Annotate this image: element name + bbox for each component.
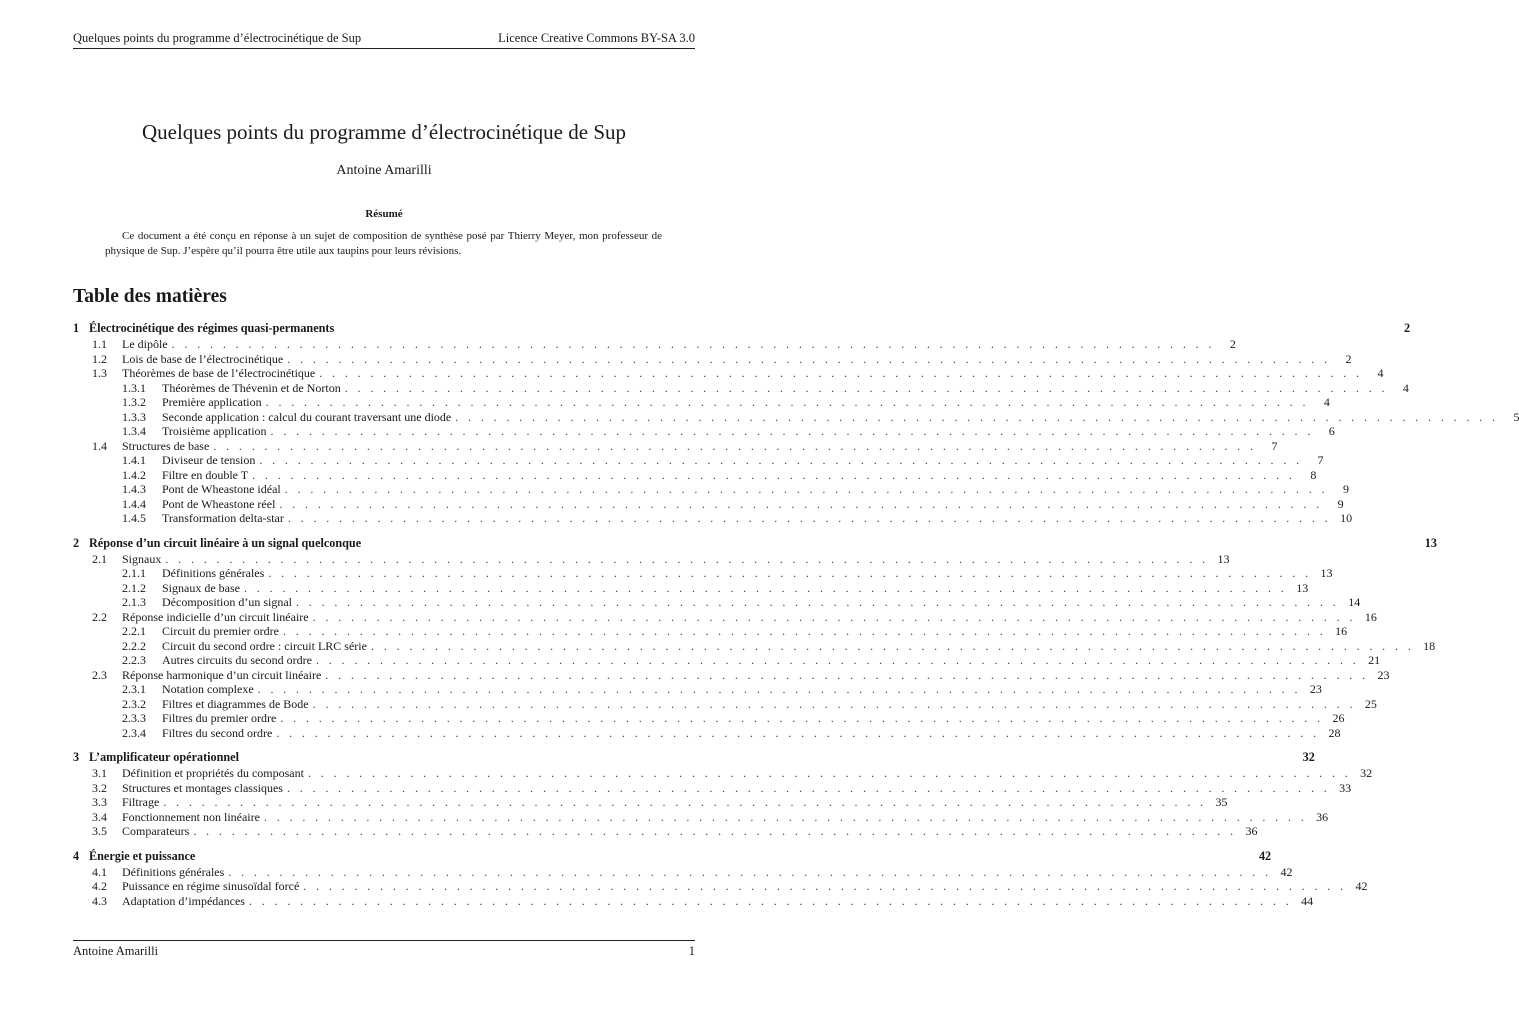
toc-entry-page: 2 [1403, 321, 1411, 335]
toc-entry-number: 2 [73, 535, 80, 550]
toc-entry-page: 36 [1316, 809, 1329, 824]
toc-entry-title: Comparateurs [122, 824, 190, 838]
toc-entry-page: 13 [1296, 580, 1309, 595]
toc-entry-title: Pont de Wheastone idéal [162, 482, 281, 496]
toc-entry-page: 10 [1340, 511, 1353, 525]
toc-dot-leader: . . . . . . . . . . . . . . . . . . . . . . . . . . . . . . . . . . . . . . . . . . . . . . . . . . . . . . . . . . . . . . . . . . . . . . . . . . . . . . . . . . [284, 482, 1328, 496]
header-rule [73, 48, 695, 49]
toc-entry-title: Filtres et diagrammes de Bode [162, 696, 309, 711]
toc-entry-number: 1.4.3 [122, 482, 146, 496]
toc-subsection-entry[interactable] [73, 482, 1349, 497]
toc-subsection-entry[interactable] [73, 682, 1322, 697]
toc-dot-leader: . . . . . . . . . . . . . . . . . . . . . . . . . . . . . . . . . . . . . . . . . . . . . . . . . . . . . . . . . . . . . . . . . . . . . . . . . . . . . . . . . . [312, 696, 1356, 711]
toc-entry-page: 4 [1377, 366, 1384, 380]
toc-entry-number: 1.3 [92, 366, 107, 380]
toc-dot-leader: . . . . . . . . . . . . . . . . . . . . . . . . . . . . . . . . . . . . . . . . . . . . . . . . . . . . . . . . . . . . . . . . . . . . . . . . . . . . . . . . . . [252, 467, 1296, 482]
toc-entry-title: Seconde application : calcul du courant traversant une diode [162, 409, 452, 424]
toc-entry-page: 21 [1368, 653, 1381, 667]
toc-dot-leader: . . . . . . . . . . . . . . . . . . . . . . . . . . . . . . . . . . . . . . . . . . . . . . . . . . . . . . . . . . . . . . . . . . . . . . . . . . . . . . . . . . [455, 409, 1499, 424]
toc-entry-page: 13 [1217, 551, 1230, 566]
toc-entry-page: 2 [1345, 351, 1352, 366]
toc-dot-leader: . . . . . . . . . . . . . . . . . . . . . . . . . . . . . . . . . . . . . . . . . . . . . . . . . . . . . . . . . . . . . . . . . . . . . . . . . . . . . . . . . . [370, 638, 1415, 653]
toc-entry-title: Définition et propriétés du composant [122, 766, 304, 780]
toc-entry-number: 2.2.1 [122, 624, 146, 638]
toc-entry-title: Décomposition d’un signal [162, 595, 292, 609]
toc-section-entry[interactable] [73, 609, 1377, 625]
toc-entry-title: Première application [162, 395, 262, 409]
toc-dot-leader: . . . . . . . . . . . . . . . . . . . . . . . . . . . . . . . . . . . . . . . . . . . . . . . . . . . . . . . . . . . . . . . . . . . . . . . . . . . . . . . . . . [295, 595, 1340, 609]
toc-entry-title: Structures et montages classiques [122, 780, 283, 795]
table-of-contents [73, 320, 1519, 908]
toc-entry-title: Diviseur de tension [162, 453, 256, 467]
toc-entry-page: 28 [1328, 725, 1341, 740]
toc-entry-title: Réponse harmonique d’un circuit linéaire [122, 667, 322, 682]
toc-entry-page: 36 [1245, 824, 1258, 838]
toc-entry-title: Circuit du premier ordre [162, 624, 279, 638]
toc-dot-leader: . . . . . . . . . . . . . . . . . . . . . . . . . . . . . . . . . . . . . . . . . . . . . . . . . . . . . . . . . . . . . . . . . . . . . . . . . . . . . . . . . . [287, 511, 1332, 525]
abstract-heading: Résumé [365, 208, 403, 220]
toc-entry-number: 2.3.1 [122, 682, 146, 696]
running-header [73, 31, 695, 46]
toc-entry-page: 33 [1339, 780, 1352, 795]
toc-entry-page: 16 [1335, 624, 1348, 638]
toc-dot-leader: . . . . . . . . . . . . . . . . . . . . . . . . . . . . . . . . . . . . . . . . . . . . . . . . . . . . . . . . . . . . . . . . . . . . . . . . . . . . . . . . . . [287, 351, 1331, 366]
toc-dot-leader: . . . . . . . . . . . . . . . . . . . . . . . . . . . . . . . . . . . . . . . . . . . . . . . . . . . . . . . . . . . . . . . . . . . . . . . . . . . . . . . . . . [282, 624, 1327, 638]
toc-entry-title: Filtres du premier ordre [162, 711, 277, 725]
toc-entry-number: 1.4.5 [122, 511, 146, 525]
toc-dot-leader: . . . . . . . . . . . . . . . . . . . . . . . . . . . . . . . . . . . . . . . . . . . . . . . . . . . . . . . . . . . . . . . . . . . . . . . . . . . . . . . . . . [319, 366, 1363, 380]
toc-subsection-entry[interactable] [73, 595, 1361, 610]
toc-dot-leader: . . . . . . . . . . . . . . . . . . . . . . . . . . . . . . . . . . . . . . . . . . . . . . . . . . . . . . . . . . . . . . . . . . . . . . . . . . . . . . . . . . [325, 667, 1369, 682]
toc-entry-page: 23 [1309, 682, 1322, 696]
toc-entry-number: 1.4.1 [122, 453, 146, 467]
toc-subsection-entry[interactable] [73, 580, 1309, 596]
toc-entry-page: 18 [1423, 638, 1436, 653]
toc-section-entry[interactable] [73, 864, 1293, 880]
toc-entry-title: Théorèmes de Thévenin et de Norton [162, 380, 341, 395]
toc-entry-page: 13 [1320, 566, 1333, 580]
toc-entry-number: 4 [73, 848, 80, 863]
toc-section-block [73, 320, 1519, 526]
toc-section-entry[interactable] [73, 809, 1329, 825]
toc-entry-page: 23 [1377, 667, 1390, 682]
toc-entry-page: 13 [1424, 535, 1437, 550]
toc-subsection-entry[interactable] [73, 624, 1348, 639]
toc-dot-leader: . . . . . . . . . . . . . . . . . . . . . . . . . . . . . . . . . . . . . . . . . . . . . . . . . . . . . . . . . . . . . . . . . . . . . . . . . . . . . . . . . . [193, 824, 1237, 838]
toc-entry-number: 2.1.1 [122, 566, 146, 580]
toc-entry-number: 2.1 [92, 551, 107, 566]
toc-entry-number: 1 [73, 321, 80, 335]
toc-dot-leader: . . . . . . . . . . . . . . . . . . . . . . . . . . . . . . . . . . . . . . . . . . . . . . . . . . . . . . . . . . . . . . . . . . . . . . . . . . . . . . . . . . [259, 453, 1303, 467]
toc-entry-page: 25 [1364, 696, 1377, 711]
toc-entry-number: 3.3 [92, 795, 107, 809]
toc-entry-page: 7 [1271, 438, 1278, 453]
toc-entry-title: Définitions générales [122, 864, 225, 879]
toc-dot-leader: . . . . . . . . . . . . . . . . . . . . . . . . . . . . . . . . . . . . . . . . . . . . . . . . . . . . . . . . . . . . . . . . . . . . . . . . . . . . . . . . . . [213, 438, 1257, 453]
toc-entry-number: 1.4.4 [122, 496, 146, 511]
toc-entry-number: 1.2 [92, 351, 107, 366]
toc-entry-title: Adaptation d’impédances [122, 893, 245, 908]
toc-entry-number: 2.2.2 [122, 638, 146, 653]
toc-subsection-entry[interactable] [73, 496, 1344, 512]
toc-dot-leader: . . . . . . . . . . . . . . . . . . . . . . . . . . . . . . . . . . . . . . . . . . . . . . . . . . . . . . . . . . . . . . . . . . . . . . . . . . . . . . . . . . [268, 566, 1312, 580]
toc-entry-number: 3.4 [92, 809, 107, 824]
toc-dot-leader: . . . . . . . . . . . . . . . . . . . . . . . . . . . . . . . . . . . . . . . . . . . . . . . . . . . . . . . . . . . . . . . . . . . . . . . . . . . . . . . . . . [279, 496, 1323, 511]
toc-entry-page: 5 [1513, 409, 1519, 424]
toc-section-entry[interactable] [73, 551, 1230, 567]
toc-dot-leader: . . . . . . . . . . . . . . . . . . . . . . . . . . . . . . . . . . . . . . . . . . . . . . . . . . . . . . . . . . . . . . . . . . . . . . . . . . . . . . . . . . [344, 380, 1388, 395]
toc-entry-title: Réponse d’un circuit linéaire à un signal quelconque [89, 535, 362, 550]
toc-dot-leader: . . . . . . . . . . . . . . . . . . . . . . . . . . . . . . . . . . . . . . . . . . . . . . . . . . . . . . . . . . . . . . . . . . . . . . . . . . . . . . . . . . [315, 653, 1360, 667]
toc-entry-page: 44 [1301, 893, 1314, 908]
toc-subsection-entry[interactable] [73, 409, 1519, 425]
toc-entry-number: 1.4 [92, 438, 107, 453]
toc-entry-title: Théorèmes de base de l’électrocinétique [122, 366, 316, 380]
toc-entry-title: Puissance en régime sinusoïdal forcé [122, 879, 300, 893]
toc-section-block [73, 535, 1437, 741]
toc-section-entry[interactable] [73, 337, 1236, 352]
toc-entry-page: 42 [1258, 848, 1272, 863]
toc-section-entry[interactable] [73, 893, 1314, 909]
toc-chapter-entry[interactable] [73, 848, 1272, 865]
toc-dot-leader: . . . . . . . . . . . . . . . . . . . . . . . . . . . . . . . . . . . . . . . . . . . . . . . . . . . . . . . . . . . . . . . . . . . . . . . . . . . . . . . . . . [165, 551, 1209, 566]
toc-entry-page: 7 [1317, 453, 1324, 467]
toc-entry-title: Circuit du second ordre : circuit LRC série [162, 638, 367, 653]
toc-section-entry[interactable] [73, 780, 1352, 796]
toc-entry-number: 2.3.2 [122, 696, 146, 711]
toc-entry-page: 42 [1355, 879, 1368, 893]
toc-entry-title: Lois de base de l’électrocinétique [122, 351, 284, 366]
toc-heading: Table des matières [73, 286, 227, 307]
toc-entry-number: 2.2.3 [122, 653, 146, 667]
toc-entry-number: 2.2 [92, 609, 107, 624]
toc-entry-number: 3.5 [92, 824, 107, 838]
toc-section-entry[interactable] [73, 366, 1384, 381]
toc-subsection-entry[interactable] [73, 725, 1341, 741]
toc-chapter-entry[interactable] [73, 535, 1437, 552]
toc-subsection-entry[interactable] [73, 711, 1345, 726]
toc-entry-title: Définitions générales [162, 566, 265, 580]
toc-entry-number: 3.2 [92, 780, 107, 795]
toc-section-entry[interactable] [73, 824, 1258, 839]
toc-dot-leader: . . . . . . . . . . . . . . . . . . . . . . . . . . . . . . . . . . . . . . . . . . . . . . . . . . . . . . . . . . . . . . . . . . . . . . . . . . . . . . . . . . [228, 864, 1272, 879]
toc-section-entry[interactable] [73, 438, 1278, 454]
toc-subsection-entry[interactable] [73, 511, 1353, 526]
toc-entry-title: Notation complexe [162, 682, 254, 696]
toc-subsection-entry[interactable] [73, 380, 1409, 396]
toc-entry-number: 1.3.3 [122, 409, 146, 424]
toc-entry-number: 3.1 [92, 766, 107, 780]
toc-section-entry[interactable] [73, 766, 1373, 781]
toc-entry-title: Autres circuits du second ordre [162, 653, 312, 667]
toc-section-entry[interactable] [73, 795, 1228, 810]
toc-entry-number: 2.1.2 [122, 580, 146, 595]
toc-entry-number: 2.3 [92, 667, 107, 682]
toc-subsection-entry[interactable] [73, 424, 1335, 439]
toc-dot-leader: . . . . . . . . . . . . . . . . . . . . . . . . . . . . . . . . . . . . . . . . . . . . . . . . . . . . . . . . . . . . . . . . . . . . . . . . . . . . . . . . . . [265, 395, 1309, 409]
toc-entry-page: 26 [1332, 711, 1345, 725]
toc-entry-page: 35 [1215, 795, 1228, 809]
toc-dot-leader: . . . . . . . . . . . . . . . . . . . . . . . . . . . . . . . . . . . . . . . . . . . . . . . . . . . . . . . . . . . . . . . . . . . . . . . . . . . . . . . . . . [280, 711, 1324, 725]
toc-dot-leader: . . . . . . . . . . . . . . . . . . . . . . . . . . . . . . . . . . . . . . . . . . . . . . . . . . . . . . . . . . . . . . . . . . . . . . . . . . . . . . . . . . [307, 766, 1352, 780]
toc-section-entry[interactable] [73, 667, 1390, 683]
toc-entry-title: Fonctionnement non linéaire [122, 809, 260, 824]
toc-entry-title: Pont de Wheastone réel [162, 496, 276, 511]
toc-entry-title: Troisième application [162, 424, 267, 438]
toc-dot-leader: . . . . . . . . . . . . . . . . . . . . . . . . . . . . . . . . . . . . . . . . . . . . . . . . . . . . . . . . . . . . . . . . . . . . . . . . . . . . . . . . . . [303, 879, 1347, 893]
toc-entry-page: 16 [1364, 609, 1377, 624]
toc-dot-leader: . . . . . . . . . . . . . . . . . . . . . . . . . . . . . . . . . . . . . . . . . . . . . . . . . . . . . . . . . . . . . . . . . . . . . . . . . . . . . . . . . . [312, 609, 1356, 624]
toc-section-block [73, 848, 1368, 909]
toc-entry-title: Filtrage [122, 795, 160, 809]
toc-entry-number: 4.3 [92, 893, 107, 908]
toc-chapter-entry[interactable] [73, 320, 1411, 337]
toc-entry-number: 4.2 [92, 879, 107, 893]
toc-dot-leader: . . . . . . . . . . . . . . . . . . . . . . . . . . . . . . . . . . . . . . . . . . . . . . . . . . . . . . . . . . . . . . . . . . . . . . . . . . . . . . . . . . [171, 337, 1215, 351]
toc-subsection-entry[interactable] [73, 653, 1381, 668]
page-number: 1 [688, 944, 695, 958]
toc-entry-number: 3 [73, 750, 80, 764]
toc-subsection-entry[interactable] [73, 395, 1330, 410]
toc-dot-leader: . . . . . . . . . . . . . . . . . . . . . . . . . . . . . . . . . . . . . . . . . . . . . . . . . . . . . . . . . . . . . . . . . . . . . . . . . . . . . . . . . . [248, 893, 1293, 908]
header-left-text: Quelques points du programme d’électrocinétique de Sup [73, 31, 362, 45]
toc-dot-leader: . . . . . . . . . . . . . . . . . . . . . . . . . . . . . . . . . . . . . . . . . . . . . . . . . . . . . . . . . . . . . . . . . . . . . . . . . . . . . . . . . . [163, 795, 1207, 809]
toc-dot-leader: . . . . . . . . . . . . . . . . . . . . . . . . . . . . . . . . . . . . . . . . . . . . . . . . . . . . . . . . . . . . . . . . . . . . . . . . . . . . . . . . . . [276, 725, 1320, 740]
toc-dot-leader: . . . . . . . . . . . . . . . . . . . . . . . . . . . . . . . . . . . . . . . . . . . . . . . . . . . . . . . . . . . . . . . . . . . . . . . . . . . . . . . . . . [257, 682, 1301, 696]
toc-entry-title: Le dipôle [122, 337, 168, 351]
toc-entry-page: 9 [1342, 482, 1349, 496]
footer-rule [73, 940, 695, 941]
toc-entry-page: 42 [1280, 864, 1293, 879]
toc-entry-page: 32 [1302, 750, 1315, 764]
toc-entry-page: 4 [1402, 380, 1409, 395]
toc-chapter-entry[interactable] [73, 749, 1315, 766]
toc-subsection-entry[interactable] [73, 467, 1317, 483]
footer-author: Antoine Amarilli [73, 944, 159, 958]
toc-entry-title: Signaux de base [162, 580, 240, 595]
toc-entry-number: 1.4.2 [122, 467, 146, 482]
toc-entry-page: 9 [1337, 496, 1344, 511]
toc-entry-page: 4 [1323, 395, 1330, 409]
toc-entry-title: Énergie et puissance [89, 848, 196, 863]
toc-entry-page: 14 [1348, 595, 1361, 609]
toc-entry-number: 1.1 [92, 337, 107, 351]
toc-entry-title: Signaux [122, 551, 162, 566]
document-author: Antoine Amarilli [336, 163, 432, 178]
toc-entry-page: 8 [1310, 467, 1317, 482]
toc-section-entry[interactable] [73, 879, 1368, 894]
toc-dot-leader: . . . . . . . . . . . . . . . . . . . . . . . . . . . . . . . . . . . . . . . . . . . . . . . . . . . . . . . . . . . . . . . . . . . . . . . . . . . . . . . . . . [243, 580, 1288, 595]
running-footer [73, 944, 695, 959]
toc-entry-number: 4.1 [92, 864, 107, 879]
document-title: Quelques points du programme d’électrocinétique de Sup [141, 120, 627, 144]
toc-entry-title: L’amplificateur opérationnel [89, 750, 239, 764]
toc-entry-title: Transformation delta-star [162, 511, 284, 525]
toc-entry-title: Filtre en double T [162, 467, 249, 482]
toc-entry-page: 2 [1229, 337, 1236, 351]
toc-section-block [73, 749, 1373, 839]
toc-entry-title: Électrocinétique des régimes quasi-permanents [89, 321, 335, 335]
toc-dot-leader: . . . . . . . . . . . . . . . . . . . . . . . . . . . . . . . . . . . . . . . . . . . . . . . . . . . . . . . . . . . . . . . . . . . . . . . . . . . . . . . . . . [270, 424, 1314, 438]
toc-subsection-entry[interactable] [73, 696, 1377, 712]
toc-entry-page: 32 [1360, 766, 1373, 780]
toc-entry-number: 1.3.1 [122, 380, 146, 395]
toc-section-entry[interactable] [73, 351, 1352, 367]
toc-entry-number: 1.3.2 [122, 395, 146, 409]
toc-entry-page: 6 [1328, 424, 1335, 438]
toc-entry-title: Filtres du second ordre [162, 725, 273, 740]
toc-dot-leader: . . . . . . . . . . . . . . . . . . . . . . . . . . . . . . . . . . . . . . . . . . . . . . . . . . . . . . . . . . . . . . . . . . . . . . . . . . . . . . . . . . [263, 809, 1308, 824]
toc-subsection-entry[interactable] [73, 638, 1436, 654]
abstract-text: Ce document a été conçu en réponse à un sujet de composition de synthèse posé par Thierry Meyer, mon professeur de physique de Sup. J’espère qu’il pourra être utile aux taupins pour leurs révisions. [105, 230, 662, 257]
toc-subsection-entry[interactable] [73, 566, 1333, 581]
toc-entry-number: 2.3.4 [122, 725, 146, 740]
header-right-text: Licence Creative Commons BY-SA 3.0 [498, 31, 695, 45]
toc-entry-number: 2.1.3 [122, 595, 146, 609]
toc-entry-title: Réponse indicielle d’un circuit linéaire [122, 609, 309, 624]
toc-subsection-entry[interactable] [73, 453, 1324, 468]
toc-dot-leader: . . . . . . . . . . . . . . . . . . . . . . . . . . . . . . . . . . . . . . . . . . . . . . . . . . . . . . . . . . . . . . . . . . . . . . . . . . . . . . . . . . [286, 780, 1331, 795]
toc-entry-number: 1.3.4 [122, 424, 146, 438]
toc-entry-number: 2.3.3 [122, 711, 146, 725]
toc-entry-title: Structures de base [122, 438, 210, 453]
